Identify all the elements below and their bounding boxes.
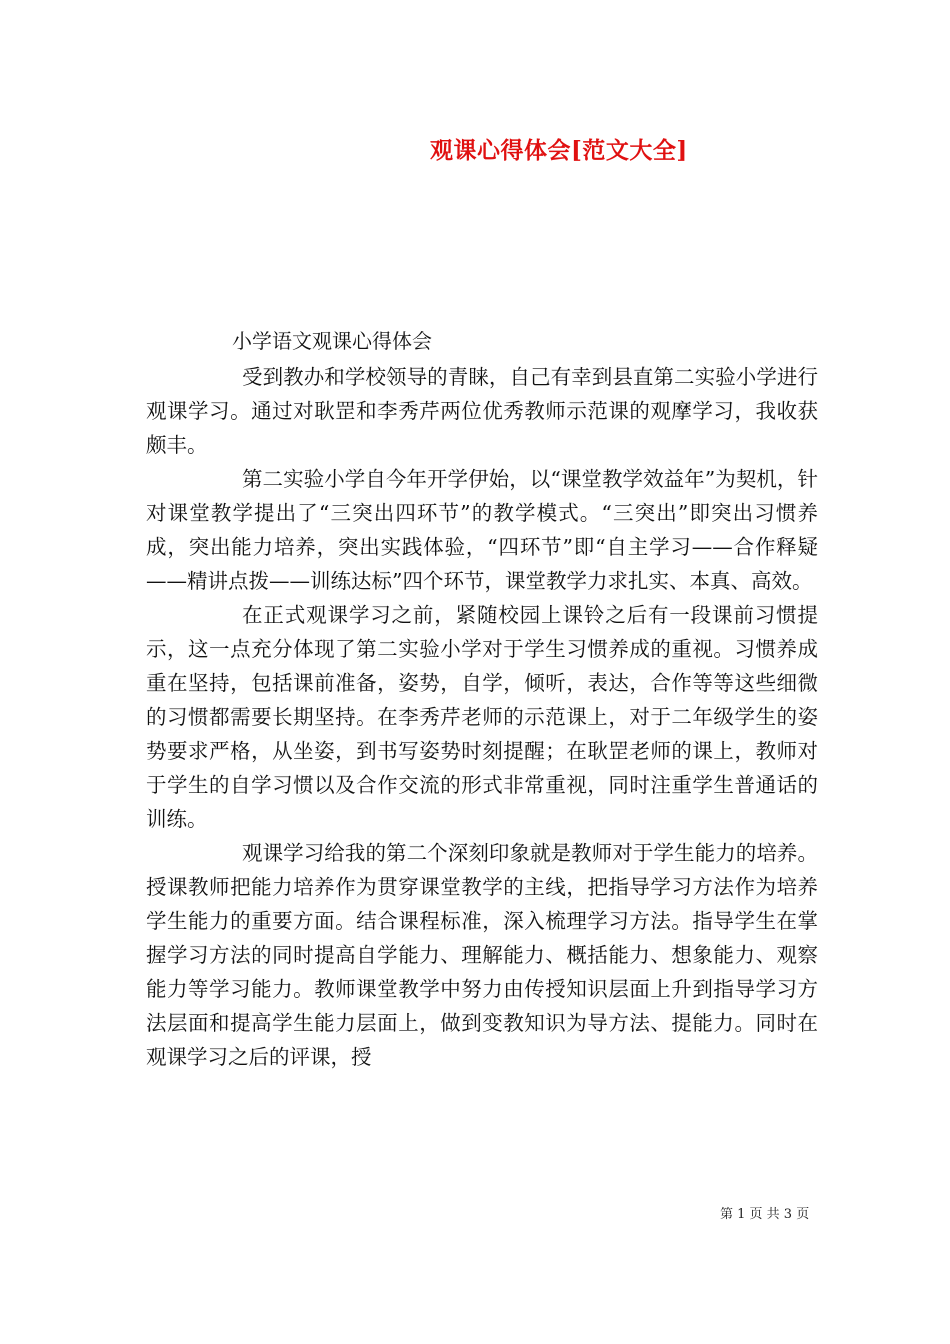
document-subtitle: 小学语文观课心得体会 [232,329,432,353]
page-number-footer: 第 1 页 共 3 页 [720,1207,810,1222]
paragraph: 在正式观课学习之前，紧随校园上课铃之后有一段课前习惯提示，这一点充分体现了第二实验小学对于学生习惯养成的重视。习惯养成重在坚持，包括课前准备，姿势，自学，倾听，表达，合作等等这些细微的习惯都需要长期坚持。在李秀芹老师的示范课上，对于二年级学生的姿势要求严格，从坐姿，到书写姿势时刻提醒；在耿罡老师的课上，教师对于学生的自学习惯以及合作交流的形式非常重视，同时注重学生普通话的训练。 [146,603,818,831]
paragraph: 观课学习给我的第二个深刻印象就是教师对于学生能力的培养。授课教师把能力培养作为贯穿课堂教学的主线，把指导学习方法作为培养学生能力的重要方面。结合课程标准，深入梳理学习方法。指导学生在掌握学习方法的同时提高自学能力、理解能力、概括能力、想象能力、观察能力等学习能力。教师课堂教学中努力由传授知识层面上升到指导学习方法层面和提高学生能力层面上，做到变教知识为导方法、提能力。同时在观课学习之后的评课，授 [146,841,818,1069]
paragraph: 第二实验小学自今年开学伊始，以“课堂教学效益年”为契机，针对课堂教学提出了“三突出四环节”的教学模式。“三突出”即突出习惯养成，突出能力培养，突出实践体验，“四环节”即“自主学习——合作释疑——精讲点拨——训练达标”四个环节，课堂教学力求扎实、本真、高效。 [146,467,818,593]
document-title: 观课心得体会[范文大全] [430,137,688,164]
paragraph: 受到教办和学校领导的青睐，自己有幸到县直第二实验小学进行观课学习。通过对耿罡和李秀芹两位优秀教师示范课的观摩学习，我收获颇丰。 [146,365,818,457]
document-body [146,360,818,1074]
